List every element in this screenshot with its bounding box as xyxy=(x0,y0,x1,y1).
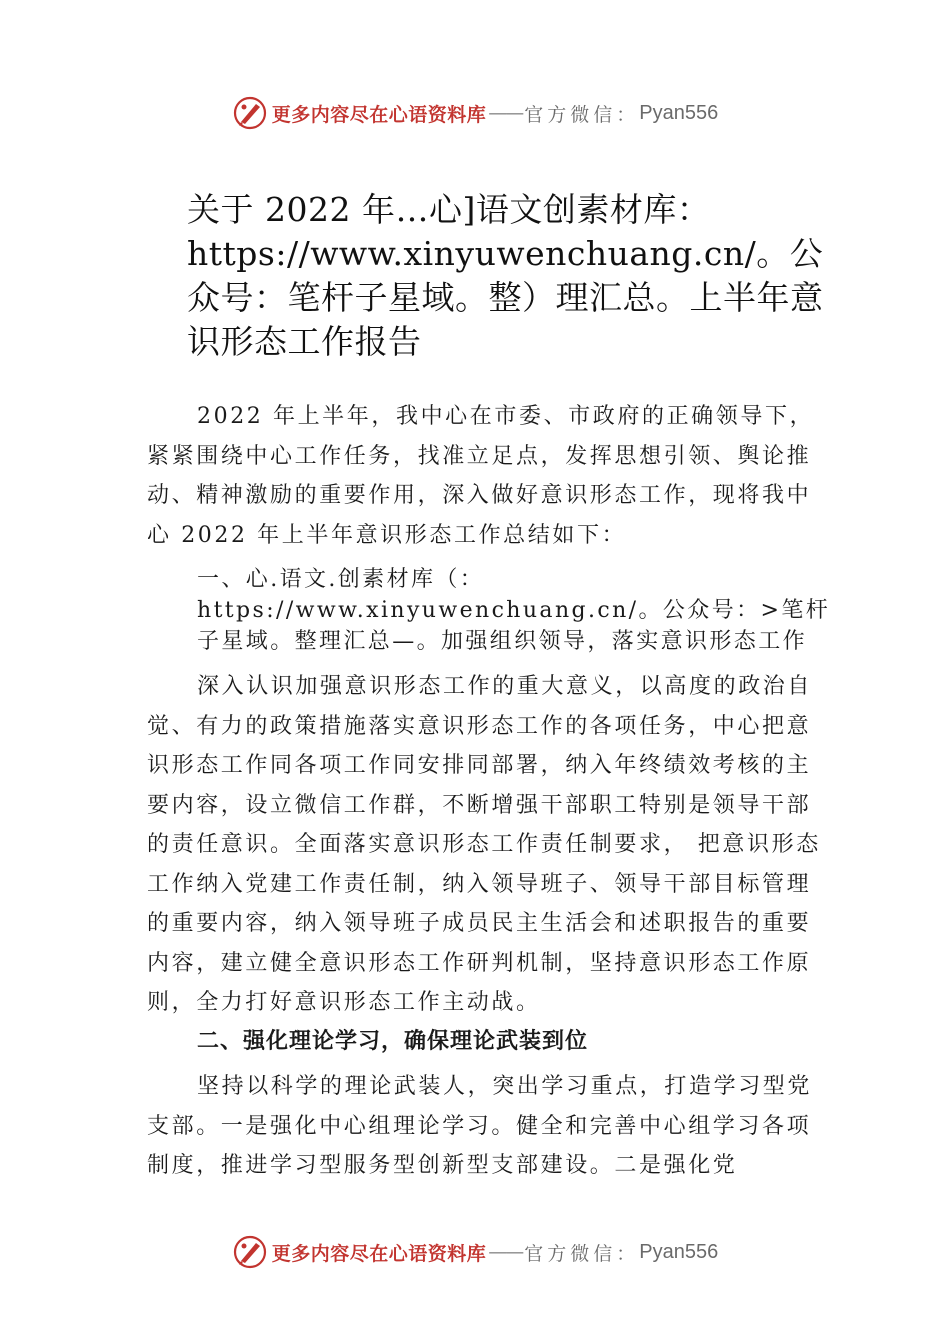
paragraph-intro: 2022 年上半年，我中心在市委、市政府的正确领导下，紧紧围绕中心工作任务，找准立足点，发挥思想引领、舆论推动、精神激励的重要作用，深入做好意识形态工作，现将我中心 2022 年上半年意识形态工作总结如下： xyxy=(147,404,815,548)
banner-separator: —— xyxy=(488,1241,523,1263)
quill-pen-logo-icon xyxy=(232,1234,268,1270)
footer-banner xyxy=(0,1232,950,1272)
section-heading-1: 一、心.语文.创素材库（：https://www.xinyuwenchuang.cn/。公众号：>笔杆子星域。整理汇总—。加强组织领导，落实意识形态工作 xyxy=(197,567,831,654)
banner-separator: —— xyxy=(488,102,523,124)
quill-pen-logo-icon xyxy=(232,95,268,131)
paragraph-section-2: 坚持以科学的理论武装人，突出学习重点，打造学习型党支部。一是强化中心组理论学习。健全和完善中心组学习各项制度，推进学习型服务型创新型支部建设。二是强化党 xyxy=(147,1074,813,1178)
banner-slogan: 更多内容尽在心语资料库 xyxy=(271,103,487,126)
banner-wechat-id: Pyan556 xyxy=(639,101,719,124)
paragraph-section-1: 深入认识加强意识形态工作的重大意义，以高度的政治自觉、有力的政策措施落实意识形态工作的各项任务，中心把意识形态工作同各项工作同安排同部署，纳入年终绩效考核的主要内容，设立微信工作群，不断增强干部职工特别是领导干部的责任意识。全面落实意识形态工作责任制要求， 把意识形态工作纳入党建工作责任制，纳入领导班子、领导干部目标管理的重要内容，纳入领导班子成员民主生活会和述职报告的重要内容，建立健全意识形态工作研判机制，坚持意识形态工作原则，全力打好意识形态工作主动战。 xyxy=(147,674,821,1015)
section-heading-2: 二、强化理论学习，确保理论武装到位 xyxy=(197,1029,589,1054)
header-banner xyxy=(0,93,950,133)
banner-wechat-id: Pyan556 xyxy=(639,1240,719,1263)
document-title: 关于 2022 年…心]语文创素材库：https://www.xinyuwenchuang.cn/。公众号：笔杆子星域。整）理汇总。上半年意识形态工作报告 xyxy=(187,190,824,361)
banner-wechat-label: 官方微信： xyxy=(524,103,640,126)
banner-slogan: 更多内容尽在心语资料库 xyxy=(271,1242,487,1265)
banner-wechat-label: 官方微信： xyxy=(524,1242,640,1265)
